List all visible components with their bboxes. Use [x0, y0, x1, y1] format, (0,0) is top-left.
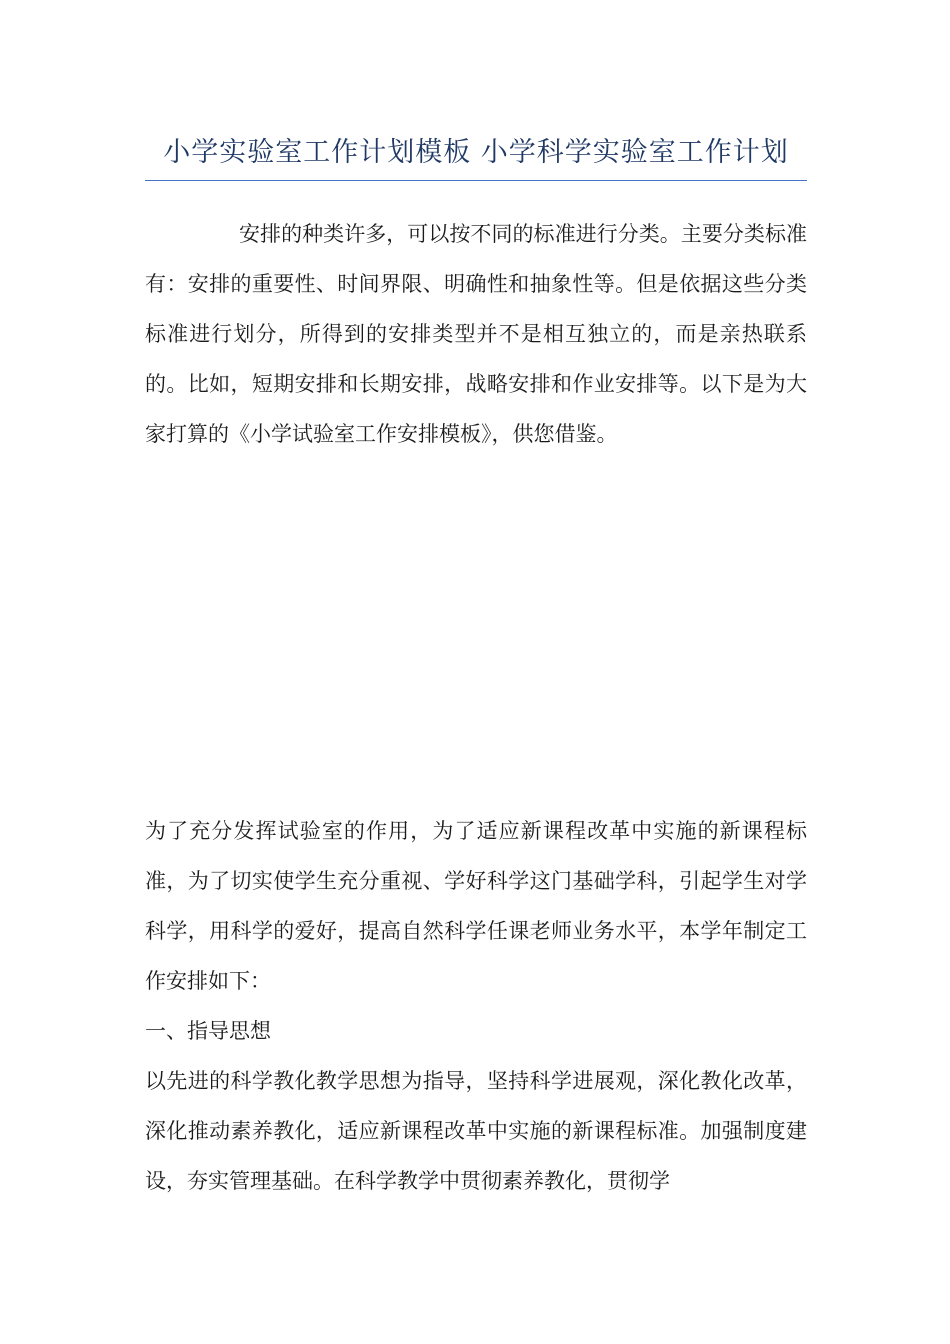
section-heading-guiding-idea: 一、指导思想: [145, 1019, 271, 1043]
intro-paragraph: 安排的种类许多，可以按不同的标准进行分类。主要分类标准有：安排的重要性、时间界限、明确性和抽象性等。但是依据这些分类标准进行划分，所得到的安排类型并不是相互独立的，而是亲热联系的。比如，短期安排和长期安排，战略安排和作业安排等。以下是为大家打算的《小学试验室工作安排模板》，供您借鉴。: [145, 222, 807, 446]
title-underline: [145, 180, 807, 181]
document-title: 小学实验室工作计划模板 小学科学实验室工作计划: [163, 137, 789, 168]
section-paragraph: 以先进的科学教化教学思想为指导，坚持科学进展观，深化教化改革，深化推动素养教化，适应新课程改革中实施的新课程标准。加强制度建设，夯实管理基础。在科学教学中贯彻素养教化，贯彻学: [145, 1069, 807, 1193]
body-paragraph: 为了充分发挥试验室的作用，为了适应新课程改革中实施的新课程标准，为了切实使学生充分重视、学好科学这门基础学科，引起学生对学科学，用科学的爱好，提高自然科学任课老师业务水平，本学年制定工作安排如下：: [145, 819, 807, 993]
